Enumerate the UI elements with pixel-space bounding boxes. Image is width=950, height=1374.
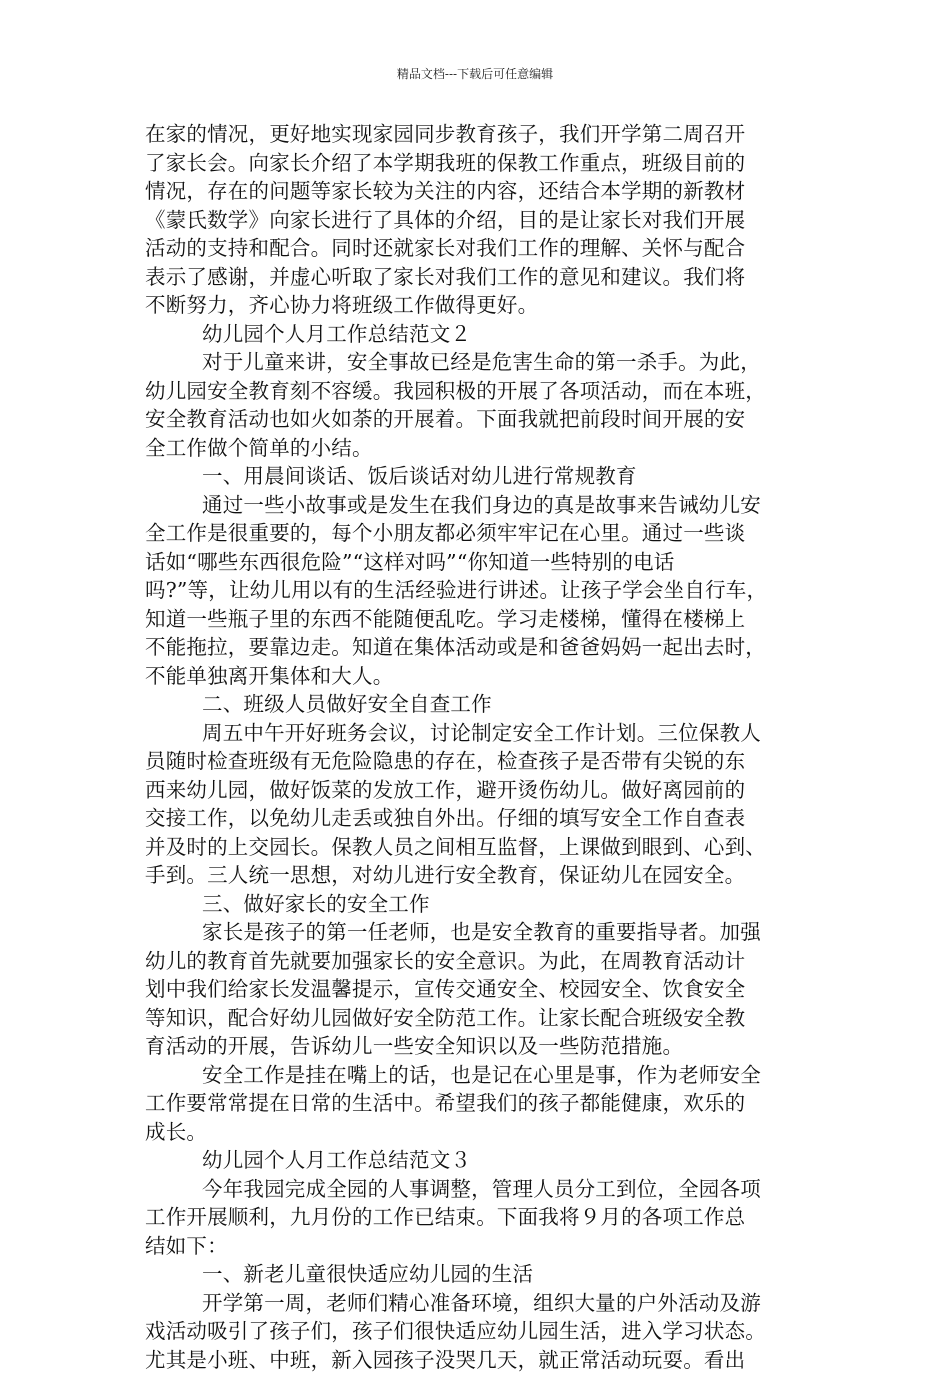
text-line: 话如“哪些东西很危险”“这样对吗”“你知道一些特别的电话 — [145, 548, 825, 577]
text-line: 幼儿的教育首先就要加强家长的安全意识。为此，在周教育活动计 — [145, 947, 825, 976]
text-line: 周五中午开好班务会议，讨论制定安全工作计划。三位保教人 — [145, 719, 825, 748]
text-line: 全工作做个简单的小结。 — [145, 434, 825, 463]
text-line: 幼儿园个人月工作总结范文３ — [145, 1146, 825, 1175]
text-line: 不能拖拉，要靠边走。知道在集体活动或是和爸爸妈妈一起出去时， — [145, 633, 825, 662]
document-body — [145, 120, 825, 1374]
text-line: 吗?”等，让幼儿用以有的生活经验进行讲述。让孩子学会坐自行车， — [145, 576, 825, 605]
text-line: 成长。 — [145, 1118, 825, 1147]
text-line: 西来幼儿园，做好饭菜的发放工作，避开烫伤幼儿。做好离园前的 — [145, 776, 825, 805]
text-line: 家长是孩子的第一任老师，也是安全教育的重要指导者。加强 — [145, 918, 825, 947]
text-line: 幼儿园安全教育刻不容缓。我园积极的开展了各项活动，而在本班， — [145, 377, 825, 406]
text-line: 二、班级人员做好安全自查工作 — [145, 690, 825, 719]
text-line: 了家长会。向家长介绍了本学期我班的保教工作重点，班级目前的 — [145, 149, 825, 178]
text-line: 今年我园完成全园的人事调整，管理人员分工到位，全园各项 — [145, 1175, 825, 1204]
text-line: 不能单独离开集体和大人。 — [145, 662, 825, 691]
text-line: 并及时的上交园长。保教人员之间相互监督，上课做到眼到、心到、 — [145, 833, 825, 862]
text-line: 全工作是很重要的，每个小朋友都必须牢牢记在心里。通过一些谈 — [145, 519, 825, 548]
text-line: 安全工作是挂在嘴上的话，也是记在心里是事，作为老师安全 — [145, 1061, 825, 1090]
text-line: 不断努力，齐心协力将班级工作做得更好。 — [145, 291, 825, 320]
text-line: 幼儿园个人月工作总结范文２ — [145, 320, 825, 349]
text-line: 通过一些小故事或是发生在我们身边的真是故事来告诫幼儿安 — [145, 491, 825, 520]
text-line: 在家的情况，更好地实现家园同步教育孩子，我们开学第二周召开 — [145, 120, 825, 149]
text-line: 尤其是小班、中班，新入园孩子没哭几天，就正常活动玩耍。看出 — [145, 1346, 825, 1374]
text-line: 育活动的开展，告诉幼儿一些安全知识以及一些防范措施。 — [145, 1032, 825, 1061]
text-line: 对于儿童来讲，安全事故已经是危害生命的第一杀手。为此， — [145, 348, 825, 377]
text-line: 交接工作，以免幼儿走丢或独自外出。仔细的填写安全工作自查表 — [145, 804, 825, 833]
text-line: 一、新老儿童很快适应幼儿园的生活 — [145, 1260, 825, 1289]
page-header: 精品文档---下载后可任意编辑 — [0, 66, 950, 82]
text-line: 一、用晨间谈话、饭后谈话对幼儿进行常规教育 — [145, 462, 825, 491]
text-line: 划中我们给家长发温馨提示，宣传交通安全、校园安全、饮食安全 — [145, 975, 825, 1004]
text-line: 表示了感谢，并虚心听取了家长对我们工作的意见和建议。我们将 — [145, 263, 825, 292]
text-line: 活动的支持和配合。同时还就家长对我们工作的理解、关怀与配合 — [145, 234, 825, 263]
text-line: 结如下： — [145, 1232, 825, 1261]
text-line: 等知识，配合好幼儿园做好安全防范工作。让家长配合班级安全教 — [145, 1004, 825, 1033]
text-line: 手到。三人统一思想，对幼儿进行安全教育，保证幼儿在园安全。 — [145, 861, 825, 890]
text-line: 工作开展顺利，九月份的工作已结束。下面我将９月的各项工作总 — [145, 1203, 825, 1232]
text-line: 戏活动吸引了孩子们，孩子们很快适应幼儿园生活，进入学习状态。 — [145, 1317, 825, 1346]
text-line: 员随时检查班级有无危险隐患的存在，检查孩子是否带有尖锐的东 — [145, 747, 825, 776]
text-line: 情况，存在的问题等家长较为关注的内容，还结合本学期的新教材 — [145, 177, 825, 206]
text-line: 知道一些瓶子里的东西不能随便乱吃。学习走楼梯，懂得在楼梯上 — [145, 605, 825, 634]
text-line: 安全教育活动也如火如荼的开展着。下面我就把前段时间开展的安 — [145, 405, 825, 434]
text-line: 三、做好家长的安全工作 — [145, 890, 825, 919]
text-line: 《蒙氏数学》向家长进行了具体的介绍，目的是让家长对我们开展 — [145, 206, 825, 235]
text-line: 工作要常常提在日常的生活中。希望我们的孩子都能健康，欢乐的 — [145, 1089, 825, 1118]
text-line: 开学第一周，老师们精心准备环境，组织大量的户外活动及游 — [145, 1289, 825, 1318]
